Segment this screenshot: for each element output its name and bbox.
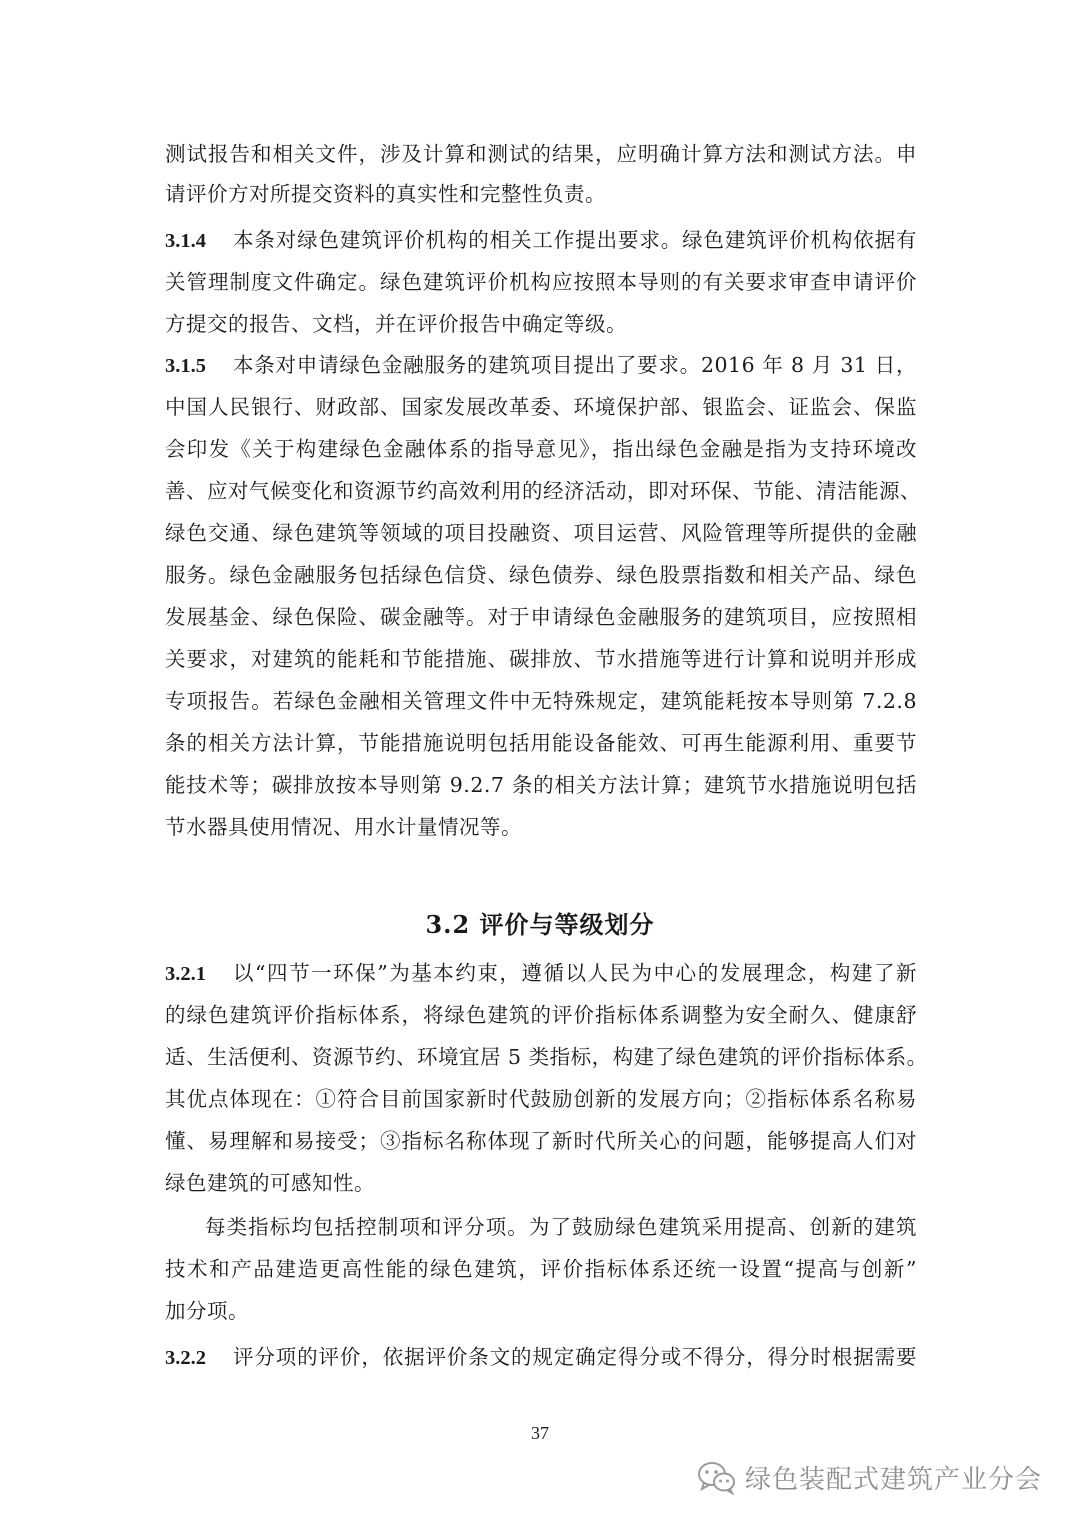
section-title: 3.2 评价与等级划分 bbox=[425, 910, 655, 939]
paragraph-line: 会印发《关于构建绿色金融体系的指导意见》，指出绿色金融是指为支持环境改 bbox=[165, 437, 917, 461]
paragraph-line: 其优点体现在：①符合目前国家新时代鼓励创新的发展方向；②指标体系名称易 bbox=[165, 1087, 917, 1111]
paragraph-line: 节水器具使用情况、用水计量情况等。 bbox=[165, 815, 522, 839]
clause-number: 3.1.5 bbox=[165, 355, 206, 377]
paragraph-line: 中国人民银行、财政部、国家发展改革委、环境保护部、银监会、证监会、保监 bbox=[165, 395, 917, 419]
paragraph-line: 请评价方对所提交资料的真实性和完整性负责。 bbox=[165, 182, 606, 206]
clause-3-2-2 bbox=[165, 1342, 917, 1372]
clause-3-2-1 bbox=[165, 958, 917, 988]
watermark-text: 绿色装配式建筑产业分会 bbox=[744, 1465, 1042, 1495]
clause-number: 3.1.4 bbox=[165, 230, 206, 252]
paragraph-line: 每类指标均包括控制项和评分项。为了鼓励绿色建筑采用提高、创新的建筑 bbox=[205, 1215, 917, 1239]
paragraph-line: 条的相关方法计算，节能措施说明包括用能设备能效、可再生能源利用、重要节 bbox=[165, 731, 917, 755]
paragraph-line: 专项报告。若绿色金融相关管理文件中无特殊规定，建筑能耗按本导则第 7.2.8 bbox=[165, 689, 917, 713]
clause-text: 本条对绿色建筑评价机构的相关工作提出要求。绿色建筑评价机构依据有 bbox=[233, 228, 917, 252]
paragraph-line: 测试报告和相关文件，涉及计算和测试的结果，应明确计算方法和测试方法。申 bbox=[165, 142, 917, 166]
paragraph-line: 服务。绿色金融服务包括绿色信贷、绿色债券、绿色股票指数和相关产品、绿色 bbox=[165, 563, 917, 587]
clause-text: 评分项的评价，依据评价条文的规定确定得分或不得分，得分时根据需要 bbox=[233, 1345, 917, 1369]
clause-text: 以“四节一环保”为基本约束，遵循以人民为中心的发展理念，构建了新 bbox=[233, 961, 917, 985]
clause-3-1-4 bbox=[165, 225, 917, 255]
page-number: 37 bbox=[531, 1423, 549, 1443]
paragraph-line: 关管理制度文件确定。绿色建筑评价机构应按照本导则的有关要求审查申请评价 bbox=[165, 270, 917, 294]
clause-number: 3.2.2 bbox=[165, 1347, 206, 1369]
paragraph-line: 加分项。 bbox=[165, 1299, 249, 1323]
paragraph-line: 懂、易理解和易接受；③指标名称体现了新时代所关心的问题，能够提高人们对 bbox=[165, 1129, 917, 1153]
paragraph-line: 适、生活便利、资源节约、环境宜居 5 类指标，构建了绿色建筑的评价指标体系。 bbox=[165, 1045, 928, 1069]
clause-text: 本条对申请绿色金融服务的建筑项目提出了要求。2016 年 8 月 31 日， bbox=[233, 353, 917, 377]
paragraph-line: 绿色交通、绿色建筑等领域的项目投融资、项目运营、风险管理等所提供的金融 bbox=[165, 521, 917, 545]
paragraph-line: 关要求，对建筑的能耗和节能措施、碳排放、节水措施等进行计算和说明并形成 bbox=[165, 647, 917, 671]
paragraph-line: 绿色建筑的可感知性。 bbox=[165, 1171, 375, 1195]
paragraph-line: 技术和产品建造更高性能的绿色建筑，评价指标体系还统一设置“提高与创新” bbox=[165, 1257, 917, 1281]
wechat-icon bbox=[697, 1461, 737, 1495]
paragraph-line: 发展基金、绿色保险、碳金融等。对于申请绿色金融服务的建筑项目，应按照相 bbox=[165, 605, 917, 629]
paragraph-line: 方提交的报告、文档，并在评价报告中确定等级。 bbox=[165, 312, 627, 336]
paragraph-line: 能技术等；碳排放按本导则第 9.2.7 条的相关方法计算；建筑节水措施说明包括 bbox=[165, 773, 917, 797]
paragraph-line: 的绿色建筑评价指标体系，将绿色建筑的评价指标体系调整为安全耐久、健康舒 bbox=[165, 1003, 917, 1027]
paragraph-line: 善、应对气候变化和资源节约高效利用的经济活动，即对环保、节能、清洁能源、 bbox=[165, 479, 921, 503]
watermark bbox=[697, 1459, 1042, 1496]
clause-number: 3.2.1 bbox=[165, 963, 206, 985]
clause-3-1-5 bbox=[165, 350, 917, 380]
